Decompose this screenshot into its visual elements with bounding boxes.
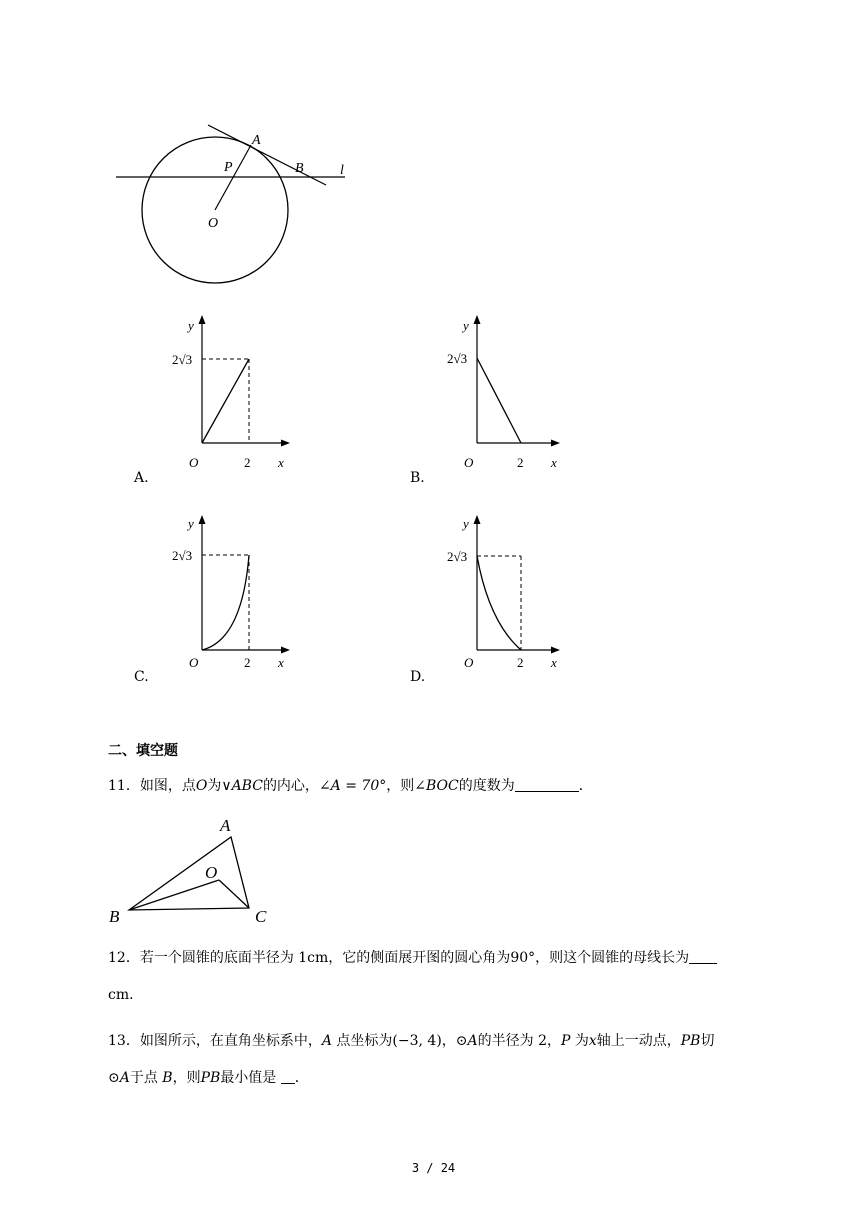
x-tick-label: 2 [244,655,251,670]
option-b-letter: B. [410,470,425,486]
label-o: O [208,216,219,231]
y-label: y [188,516,194,531]
origin-label: O [464,455,474,470]
graph-curve [202,555,249,650]
label-a: A [220,816,231,835]
segment-bo [129,880,219,910]
option-d-letter: D. [410,669,426,685]
x-label: x [551,455,557,470]
option-b-graph [435,310,575,470]
label-c: C [255,907,267,926]
y-axis-arrow-icon [199,315,206,324]
x-label: x [278,655,284,670]
page-number: 3 / 24 [411,1161,456,1175]
y-tick-label: 2√3 [172,352,193,367]
graph-curve [477,358,521,443]
origin-label: O [464,655,474,670]
x-tick-label: 2 [517,655,524,670]
x-axis-arrow-icon [551,440,560,447]
y-axis-arrow-icon [474,315,481,324]
y-label: y [463,318,469,333]
graph-curve [202,359,249,443]
circle-tangent-figure [100,115,370,290]
option-a-graph [160,310,300,470]
option-c-letter: C. [134,669,149,685]
x-tick-label: 2 [517,455,524,470]
triangle-abc [129,837,249,910]
option-a-letter: A. [134,470,149,486]
x-tick-label: 2 [244,455,251,470]
y-tick-label: 2√3 [447,549,468,564]
origin-label: O [189,455,199,470]
y-label: y [188,318,194,333]
y-tick-label: 2√3 [172,548,193,563]
x-axis-arrow-icon [551,647,560,654]
label-a: A [252,133,261,148]
label-l: l [340,163,344,178]
section-title: 二、填空题 [108,743,178,759]
x-label: x [278,455,284,470]
label-o: O [205,863,218,882]
option-d-graph [435,510,575,670]
question-13: 13．如图所示，在直角坐标系中，A 点坐标为(−3, 4)，⊙A的半径为 2，P 为x轴上一动点，PB切 [108,1033,715,1049]
triangle-figure [100,810,280,930]
x-label: x [551,655,557,670]
y-axis-arrow-icon [474,515,481,524]
answer-blank [281,1069,295,1084]
x-axis-arrow-icon [281,440,290,447]
answer-blank [689,949,717,964]
segment-oc [219,880,249,908]
origin-label: O [189,655,199,670]
label-b: B [295,161,304,176]
question-13-line2: ⊙A于点 B，则PB最小值是 ． [108,1070,309,1086]
label-p: P [224,160,233,175]
y-tick-label: 2√3 [447,351,468,366]
y-axis-arrow-icon [199,515,206,524]
question-12: 12．若一个圆锥的底面半径为 1cm，它的侧面展开图的圆心角为90°，则这个圆锥的母线长为 [108,948,717,968]
graph-curve [477,556,521,650]
label-b: B [109,907,120,926]
tangent-line [208,125,326,185]
y-label: y [463,516,469,531]
x-axis-arrow-icon [281,647,290,654]
option-c-graph [160,510,300,670]
question-11: 11．如图，点O为∨ABC的内心，∠A = 70°，则∠BOC的度数为 ． [108,778,593,794]
answer-blank [515,777,579,792]
question-12-unit: cm． [108,987,144,1003]
